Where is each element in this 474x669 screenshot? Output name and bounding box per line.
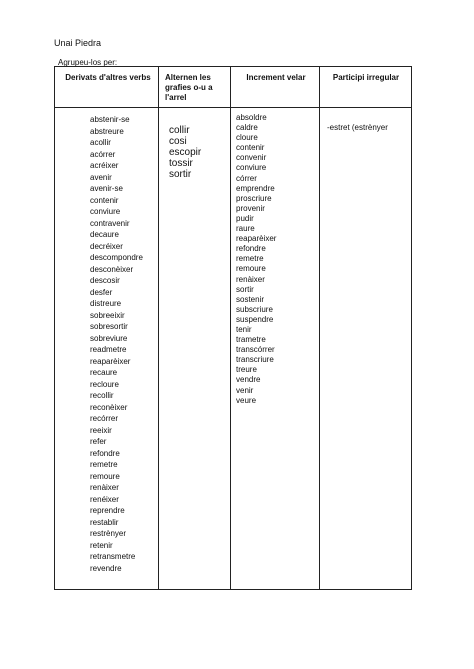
verb-item: transcórrer [236, 345, 275, 355]
verb-item: absoldre [236, 113, 267, 122]
verb-item: descosir [90, 276, 120, 285]
verb-item: suspendre [236, 314, 274, 324]
verb-item: revendre [90, 563, 122, 573]
header-participi: Participi irregular [332, 73, 400, 82]
verb-item: conviure [236, 163, 267, 173]
verb-item: desconèixer [90, 264, 134, 274]
verb-item: decaure [90, 230, 119, 239]
verb-item: reconèixer [90, 402, 128, 412]
verb-item: cloure [236, 133, 258, 143]
author-name: Unai Piedra [54, 38, 102, 48]
verb-item: sobreviure [90, 333, 128, 343]
verb-item: conviure [90, 207, 121, 216]
verb-item: distreure [90, 299, 122, 308]
verb-item: córrer [236, 173, 257, 183]
verb-item: abstenir-se [90, 115, 130, 124]
verb-item: subscriure [236, 304, 273, 314]
verb-item: reaparèixer [236, 234, 277, 244]
verb-item: refer [90, 437, 107, 446]
verb-item: -estret (estrènyer [327, 123, 388, 132]
verb-item: venir [236, 385, 254, 395]
verb-item: refondre [236, 244, 266, 254]
verb-item: tossir [169, 158, 193, 169]
header-divider [55, 107, 411, 108]
verb-item: convenir [236, 153, 267, 163]
verb-item: contenir [90, 195, 119, 205]
velar-list [236, 113, 276, 406]
verb-item: remoure [236, 264, 266, 274]
verb-item: decréixer [90, 241, 123, 251]
verb-item: collir [169, 125, 190, 136]
verb-item: renàixer [90, 483, 119, 492]
intro-text: Agrupeu-los per: [58, 58, 118, 67]
verb-item: sobresortir [90, 322, 128, 331]
header-increment-velar: Increment velar [246, 73, 306, 82]
verb-item: raure [236, 224, 255, 234]
verb-item: reeixir [90, 425, 112, 435]
verb-item: escopir [169, 147, 202, 158]
verb-item: reaparèixer [90, 356, 131, 366]
verb-item: caldre [236, 123, 258, 133]
verb-item: sostenir [236, 294, 265, 304]
verb-item: desfer [90, 287, 113, 297]
derivats-list [90, 114, 143, 574]
header-derivats: Derivats d'altres verbs [65, 73, 151, 82]
verb-item: acréixer [90, 161, 119, 170]
verb-item: sortir [236, 284, 254, 294]
verb-item: cosi [169, 136, 187, 147]
verb-item: tenir [236, 324, 252, 334]
verb-item: refondre [90, 448, 120, 458]
column-divider [230, 67, 231, 589]
verb-item: recórrer [90, 414, 119, 423]
verb-item: contravenir [90, 218, 130, 228]
verb-item: retenir [90, 540, 113, 550]
verb-item: remoure [90, 471, 120, 481]
verb-item: reprendre [90, 506, 125, 515]
verb-item: pudir [236, 213, 254, 223]
verb-item: descompondre [90, 253, 143, 262]
verb-item: proscriure [236, 193, 272, 203]
verb-item: avenir-se [90, 184, 123, 193]
verb-item: retransmetre [90, 552, 136, 561]
verb-item: provenir [236, 203, 265, 213]
verb-item: contenir [236, 143, 265, 153]
verb-item: sortir [169, 169, 192, 180]
column-divider [319, 67, 320, 589]
verb-item: veure [236, 395, 257, 405]
verb-item: abstreure [90, 126, 124, 136]
verb-item: trametre [236, 335, 266, 345]
verb-item: renàixer [236, 274, 265, 284]
verb-item: acórrer [90, 149, 116, 159]
verb-item: readmetre [90, 345, 127, 354]
verb-item: emprendre [236, 183, 275, 193]
alternen-list [169, 125, 201, 180]
column-divider [158, 67, 159, 589]
verb-table [54, 66, 412, 590]
participi-list [327, 123, 388, 133]
verb-item: remetre [236, 254, 264, 264]
verb-item: sobreeixir [90, 310, 125, 320]
verb-item: transcriure [236, 355, 274, 365]
verb-item: avenir [90, 172, 112, 182]
verb-item: recollir [90, 391, 114, 400]
verb-item: recloure [90, 379, 119, 389]
verb-item: treure [236, 365, 257, 375]
verb-item: renéixer [90, 494, 119, 504]
header-alternen: Alternen les grafies o-u a l'arrel [165, 73, 213, 102]
verb-item: restrènyer [90, 529, 127, 538]
verb-item: remetre [90, 460, 118, 469]
verb-item: vendre [236, 375, 261, 385]
verb-item: acollir [90, 138, 111, 147]
verb-item: recaure [90, 368, 118, 377]
verb-item: restablir [90, 517, 119, 527]
